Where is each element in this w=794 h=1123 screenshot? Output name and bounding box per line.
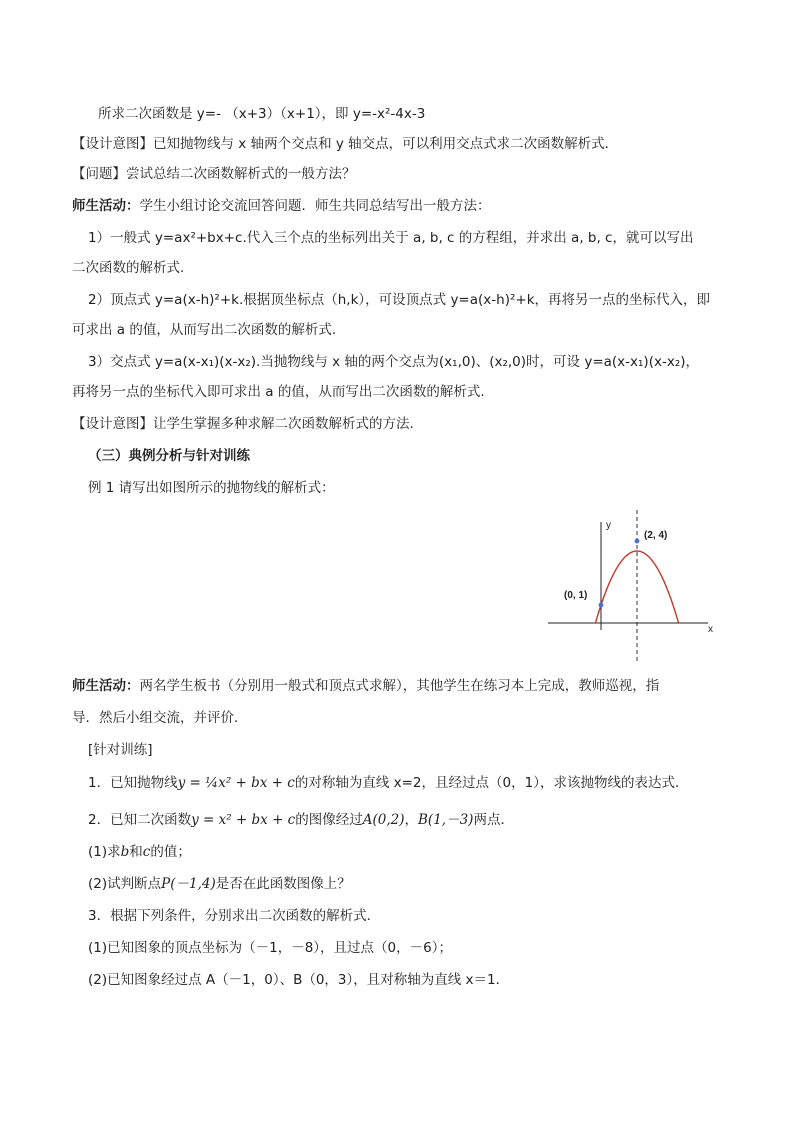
exercise-2b-pre: (2)试判断点 xyxy=(88,876,162,892)
exercise-2a-and: 和 xyxy=(129,844,143,860)
exercise-2b-post: 是否在此函数图像上？ xyxy=(215,876,351,892)
method-general-2: 二次函数的解析式. xyxy=(72,260,185,276)
exercise-2 xyxy=(88,810,748,830)
method-general-1: 1）一般式 y=ax²+bx+c.代入三个点的坐标列出关于 a, b, c 的方程组，并求出 a, b, c，就可以写出 xyxy=(88,230,694,246)
exercise-2a-c: c xyxy=(142,844,151,860)
exercise-2-mid: 的图像经过 xyxy=(295,812,363,828)
question-heading: 【问题】尝试总结二次函数解析式的一般方法？ xyxy=(72,166,356,182)
exercise-2a-b: b xyxy=(120,844,130,860)
exercise-2a xyxy=(88,842,748,862)
example-1-prompt: 例 1 请写出如图所示的抛物线的解析式： xyxy=(88,480,335,496)
method-intercept-2: 再将另一点的坐标代入即可求出 a 的值，从而写出二次函数的解析式. xyxy=(72,384,485,400)
vertex-label: (2, 4) xyxy=(644,530,668,541)
vertex-point xyxy=(635,539,640,544)
exercise-2b-point: P(－1,4) xyxy=(161,876,216,892)
exercise-3a: (1)已知图象的顶点坐标为（－1，－8），且过点（0，－6）； xyxy=(88,940,452,956)
method-vertex-2: 可求出 a 的值，从而写出二次函数的解析式. xyxy=(72,322,337,338)
design-intent-1: 【设计意图】已知抛物线与 x 轴两个交点和 y 轴交点，可以利用交点式求二次函数解析式． xyxy=(72,136,619,152)
activity-line-2 xyxy=(72,676,732,696)
exercise-3: 3．根据下列条件，分别求出二次函数的解析式． xyxy=(88,908,381,924)
exercise-3b: (2)已知图象经过点 A（－1，0）、B（0，3），且对称轴为直线 x＝1． xyxy=(88,972,510,988)
activity-line-1 xyxy=(72,196,732,216)
method-vertex-1: 2）顶点式 y=a(x-h)²+k.根据顶坐标点（h,k），可设顶点式 y=a(x-h)²+k，再将另一点的坐标代入，即 xyxy=(88,292,711,308)
exercise-2-pre: 2．已知二次函数 xyxy=(88,812,192,828)
activity-text: 学生小组讨论交流回答问题．师生共同总结写出一般方法： xyxy=(139,198,491,214)
training-heading: [针对训练] xyxy=(88,742,153,758)
y-axis-label: y xyxy=(606,520,611,531)
y-intercept-point xyxy=(599,603,604,608)
exercise-2-sep: ， xyxy=(404,812,419,828)
exercise-2b xyxy=(88,874,748,894)
exercise-2a-post: 的值； xyxy=(150,844,191,860)
answer-line: 所求二次函数是 y=- （x+3）（x+1），即 y=-x²-4x-3 xyxy=(98,106,426,122)
exercise-1-formula: y = ¼x² + bx + c xyxy=(177,775,295,791)
activity-text-2: 两名学生板书（分别用一般式和顶点式求解），其他学生在练习本上完成，教师巡视，指 xyxy=(139,678,660,694)
activity-line-3: 导．然后小组交流，并评价． xyxy=(72,710,248,726)
design-intent-2: 【设计意图】让学生掌握多种求解二次函数解析式的方法. xyxy=(72,416,414,432)
exercise-1-pre: 1．已知抛物线 xyxy=(88,775,178,791)
y-intercept-label: (0, 1) xyxy=(564,590,588,601)
activity-label: 师生活动： xyxy=(72,198,140,214)
exercise-2-post: 两点． xyxy=(473,812,514,828)
section-heading: （三）典例分析与针对训练 xyxy=(88,448,250,464)
exercise-2-point-a: A(0,2) xyxy=(362,812,405,828)
exercise-2a-pre: (1)求 xyxy=(88,844,121,860)
exercise-2-formula: y = x² + bx + c xyxy=(191,812,296,828)
x-axis-label: x xyxy=(708,624,713,635)
method-intercept-1: 3）交点式 y=a(x-x₁)(x-x₂).当抛物线与 x 轴的两个交点为(x₁,0)、(x₂,0)时，可设 y=a(x-x₁)(x-x₂)， xyxy=(88,354,699,370)
parabola-figure xyxy=(540,510,730,666)
exercise-1 xyxy=(88,773,748,793)
exercise-2-point-b: B(1,－3) xyxy=(418,812,474,828)
exercise-1-post: 的对称轴为直线 x=2，且经过点（0，1），求该抛物线的表达式． xyxy=(294,775,689,791)
activity-label-2: 师生活动： xyxy=(72,678,140,694)
